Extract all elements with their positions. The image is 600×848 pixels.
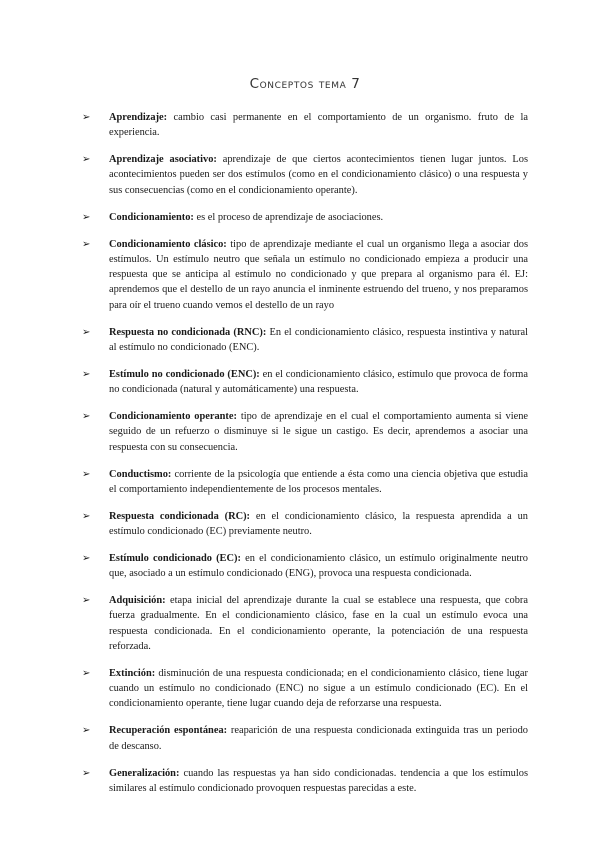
concept-term: Adquisición: — [109, 595, 166, 607]
arrow-bullet-icon: ➢ — [82, 368, 91, 380]
list-item — [82, 666, 528, 712]
list-item — [82, 110, 528, 141]
arrow-bullet-icon: ➢ — [82, 326, 91, 338]
concept-term: Respuesta no condicionada (RNC): — [109, 326, 267, 338]
arrow-bullet-icon: ➢ — [82, 510, 91, 522]
list-item — [82, 210, 528, 225]
arrow-bullet-icon: ➢ — [82, 238, 91, 250]
concept-term: Condicionamiento operante: — [109, 411, 237, 423]
concept-term: Condicionamiento: — [109, 211, 194, 223]
list-item — [82, 766, 528, 797]
arrow-bullet-icon: ➢ — [82, 552, 91, 564]
list-item — [82, 467, 528, 498]
concept-term: Condicionamiento clásico: — [109, 238, 227, 250]
concept-definition: corriente de la psicología que entiende a ésta como una ciencia objetiva que estudia el comportamiento independientemente de los procesos mentales. — [109, 468, 528, 495]
page-title: Conceptos tema 7 — [249, 76, 361, 92]
concept-definition: cambio casi permanente en el comportamiento de un organismo. fruto de la experiencia. — [109, 112, 528, 139]
concept-definition: es el proceso de aprendizaje de asociaciones. — [193, 211, 384, 223]
list-item — [82, 367, 528, 398]
arrow-bullet-icon: ➢ — [82, 595, 91, 607]
concept-term: Estímulo no condicionado (ENC): — [109, 368, 260, 380]
concept-definition: cuando las respuestas ya han sido condicionadas. tendencia a que los estímulos similares al estímulo condicionado provoquen respuestas parecidas a este. — [109, 767, 528, 794]
concept-definition: en el condicionamiento clásico, un estímulo originalmente neutro que, asociado a un estímulo condicionado (ENG), provoca una respuesta condicionada. — [109, 552, 528, 580]
concept-definition: tipo de aprendizaje mediante el cual un organismo llega a asociar dos estímulos. Un estímulo neutro que señala un estímulo no condicionado empieza a producir una respuesta que se anticipa al estímulo no condicionado y que prepara al organismo para él. EJ: aprendemos que el destello de un rayo anuncia el inminente estruendo del trueno, y nos preparamos para oír el trueno cuando vemos el destello de un rayo — [109, 238, 529, 311]
concept-definition: aprendizaje de que ciertos acontecimientos tienen lugar juntos. Los acontecimientos pueden ser dos estímulos (como en el condicionamiento clásico) o una respuesta y sus consecuencias (como en el condicionamiento operante). — [109, 154, 528, 196]
list-item — [82, 237, 528, 313]
concept-term: Aprendizaje: — [109, 112, 168, 123]
concept-term: Recuperación espontánea: — [109, 725, 228, 737]
list-item — [82, 152, 528, 198]
list-item — [82, 509, 528, 540]
arrow-bullet-icon: ➢ — [82, 411, 91, 423]
concept-term: Aprendizaje asociativo: — [109, 154, 217, 166]
concept-definition: En el condicionamiento clásico, respuesta instintiva y natural al estímulo no condicionado (ENC). — [109, 326, 528, 353]
list-item — [82, 409, 528, 455]
concept-definition: en el condicionamiento clásico, estímulo que provoca de forma no condicionada (natural y automáticamente) una respuesta. — [109, 368, 528, 396]
concept-term: Extinción: — [109, 667, 156, 679]
concept-term: Respuesta condicionada (RC): — [109, 510, 251, 522]
arrow-bullet-icon: ➢ — [82, 211, 91, 223]
list-item — [82, 325, 528, 356]
concept-definition: en el condicionamiento clásico, la respuesta aprendida a un estímulo condicionado (EC) previamente neutro. — [109, 510, 528, 537]
list-item — [82, 723, 528, 754]
concept-definition: tipo de aprendizaje en el cual el comportamiento aumenta si viene seguido de un refuerzo o disminuye si le sigue un castigo. Es decir, aprendemos a asociar una respuesta con su consecuencia. — [109, 411, 529, 453]
arrow-bullet-icon: ➢ — [82, 767, 91, 779]
concept-term: Generalización: — [109, 767, 180, 779]
concept-definition: etapa inicial del aprendizaje durante la cual se establece una respuesta, que cobra fuerza gradualmente. En el condicionamiento clásico, fase en la cual un estímulo evoca una respuesta condicionada. En el condicionamiento operante, la potenciación de una respuesta reforzada. — [109, 595, 528, 652]
list-item — [82, 593, 528, 654]
concept-definition: disminución de una respuesta condicionada; en el condicionamiento clásico, tiene lugar cuando un estímulo no condicionado (ENC) no sigue a un estímulo condicionado (EC). En el condicionamiento operante, tiene lugar cuando deja de reforzarse una respuesta. — [109, 667, 528, 710]
list-item — [82, 551, 528, 582]
concept-term: Estímulo condicionado (EC): — [109, 552, 241, 564]
arrow-bullet-icon: ➢ — [82, 667, 91, 679]
arrow-bullet-icon: ➢ — [82, 112, 91, 123]
arrow-bullet-icon: ➢ — [82, 468, 91, 480]
arrow-bullet-icon: ➢ — [82, 725, 91, 737]
arrow-bullet-icon: ➢ — [82, 154, 91, 166]
concept-term: Conductismo: — [109, 468, 172, 480]
concept-list — [82, 110, 528, 796]
concept-definition: reaparición de una respuesta condicionada extinguida tras un periodo de descanso. — [109, 725, 528, 752]
